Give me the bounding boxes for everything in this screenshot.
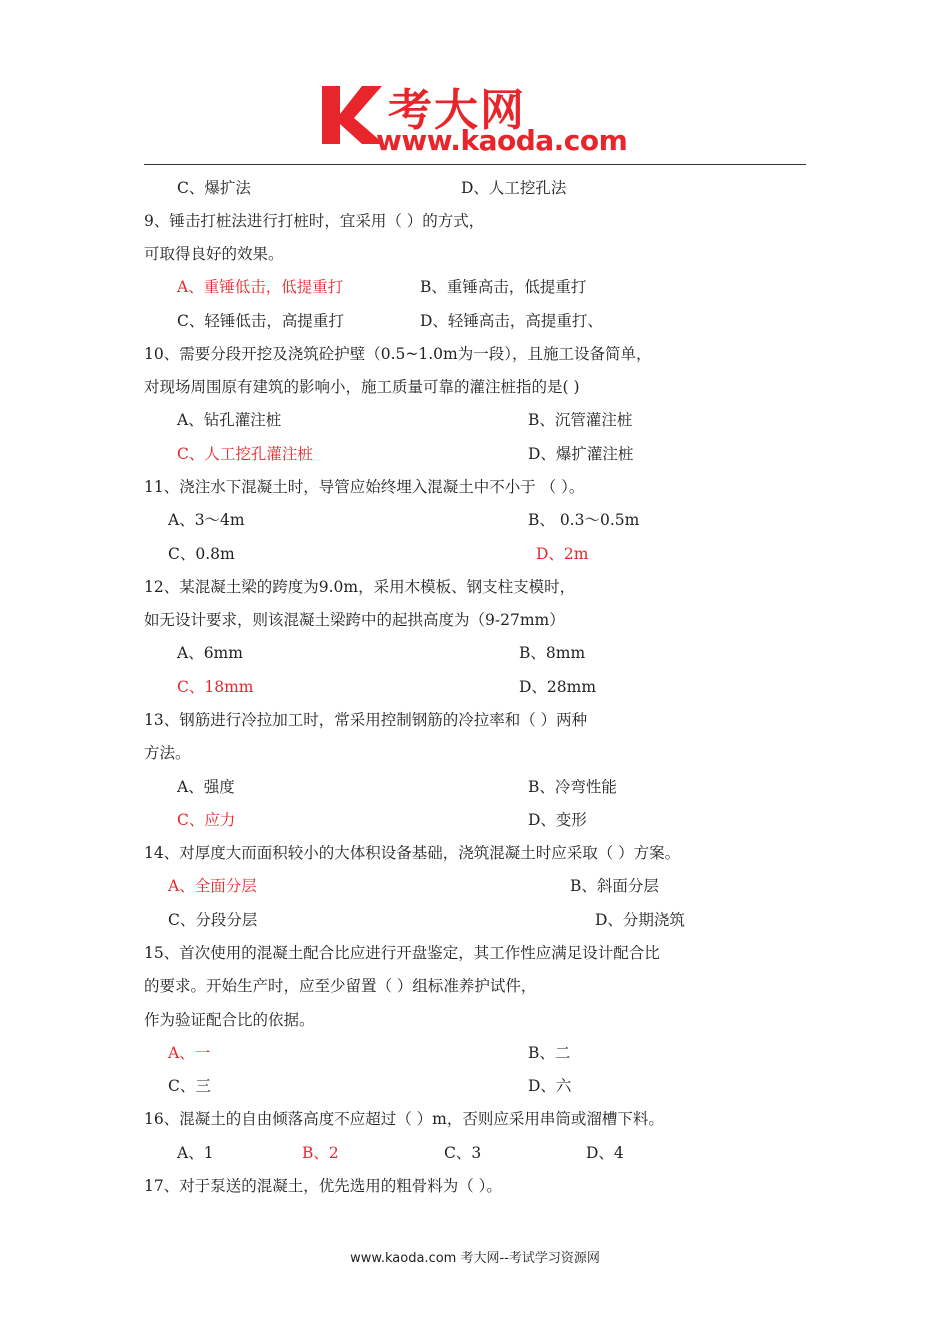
logo-title: 考大网: [388, 85, 526, 136]
q15-option-a: A、一: [168, 1044, 211, 1062]
q13-option-a: A、强度: [177, 778, 235, 796]
q11-stem: 11、浇注水下混凝土时，导管应始终埋入混凝土中不小于 （ ）。: [144, 478, 585, 496]
q10-option-a: A、钻孔灌注桩: [177, 411, 282, 429]
q13-stem-1: 13、钢筋进行冷拉加工时，常采用控制钢筋的冷拉率和（ ）两种: [144, 711, 588, 729]
q14-stem: 14、对厚度大而面积较小的大体积设备基础，浇筑混凝土时应采取（ ）方案。: [144, 844, 681, 862]
q15-stem-2: 的要求。开始生产时，应至少留置（ ）组标准养护试件，: [144, 977, 537, 995]
q13-option-b: B、冷弯性能: [528, 778, 617, 796]
q16-option-d: D、4: [586, 1144, 624, 1162]
q11-option-a: A、3～4m: [168, 511, 245, 529]
q15-option-d: D、六: [528, 1077, 572, 1095]
q9-stem-1: 9、锤击打桩法进行打桩时，宜采用（ ）的方式，: [144, 212, 485, 230]
q9-stem-2: 可取得良好的效果。: [144, 245, 284, 263]
header-divider: [144, 164, 806, 165]
q15-stem-1: 15、首次使用的混凝土配合比应进行开盘鉴定，其工作性应满足设计配合比: [144, 944, 660, 962]
kaoda-logo: [318, 80, 638, 160]
q11-option-c: C、0.8m: [168, 545, 235, 563]
page-footer: www.kaoda.com 考大网--考试学习资源网: [350, 1251, 600, 1266]
q11-option-d: D、2m: [536, 545, 589, 563]
q9-option-d: D、轻锤高击，高提重打、: [420, 312, 603, 330]
q12-option-d: D、28mm: [519, 678, 597, 696]
q9-option-c: C、轻锤低击，高提重打: [177, 312, 344, 330]
q11-option-b: B、 0.3～0.5m: [528, 511, 640, 529]
q10-option-b: B、沉管灌注桩: [528, 411, 633, 429]
q12-option-b: B、8mm: [519, 644, 586, 662]
q17-stem: 17、对于泵送的混凝土，优先选用的粗骨料为（ ）。: [144, 1177, 502, 1195]
q12-option-a: A、6mm: [177, 644, 243, 662]
q12-option-c: C、18mm: [177, 678, 254, 696]
q12-stem-2: 如无设计要求，则该混凝土梁跨中的起拱高度为（9-27mm）: [144, 611, 565, 629]
q16-option-b: B、2: [302, 1144, 339, 1162]
q10-option-c: C、人工挖孔灌注桩: [177, 445, 313, 463]
q14-option-c: C、分段分层: [168, 911, 258, 929]
q9-option-b: B、重锤高击，低提重打: [420, 278, 587, 296]
q12-stem-1: 12、某混凝土梁的跨度为9.0m，采用木模板、钢支柱支模时，: [144, 578, 576, 596]
q8-option-d: D、人工挖孔法: [461, 179, 567, 197]
q16-stem: 16、混凝土的自由倾落高度不应超过（ ）m，否则应采用串筒或溜槽下料。: [144, 1110, 664, 1128]
q15-option-b: B、二: [528, 1044, 571, 1062]
q13-option-d: D、变形: [528, 811, 587, 829]
q10-option-d: D、爆扩灌注桩: [528, 445, 634, 463]
q16-option-a: A、1: [177, 1144, 214, 1162]
q15-stem-3: 作为验证配合比的依据。: [144, 1011, 315, 1029]
logo-url: www.kaoda.com: [376, 124, 628, 157]
q14-option-a: A、全面分层: [168, 877, 257, 895]
q16-option-c: C、3: [444, 1144, 482, 1162]
q14-option-d: D、分期浇筑: [595, 911, 685, 929]
q10-stem-2: 对现场周围原有建筑的影响小，施工质量可靠的灌注桩指的是( ): [144, 378, 580, 396]
q15-option-c: C、三: [168, 1077, 211, 1095]
q13-stem-2: 方法。: [144, 744, 191, 762]
q9-option-a: A、重锤低击，低提重打: [177, 278, 344, 296]
q8-option-c: C、爆扩法: [177, 179, 251, 197]
q13-option-c: C、应力: [177, 811, 236, 829]
q14-option-b: B、斜面分层: [570, 877, 659, 895]
q10-stem-1: 10、需要分段开挖及浇筑砼护壁（0.5~1.0m为一段），且施工设备简单，: [144, 345, 652, 363]
